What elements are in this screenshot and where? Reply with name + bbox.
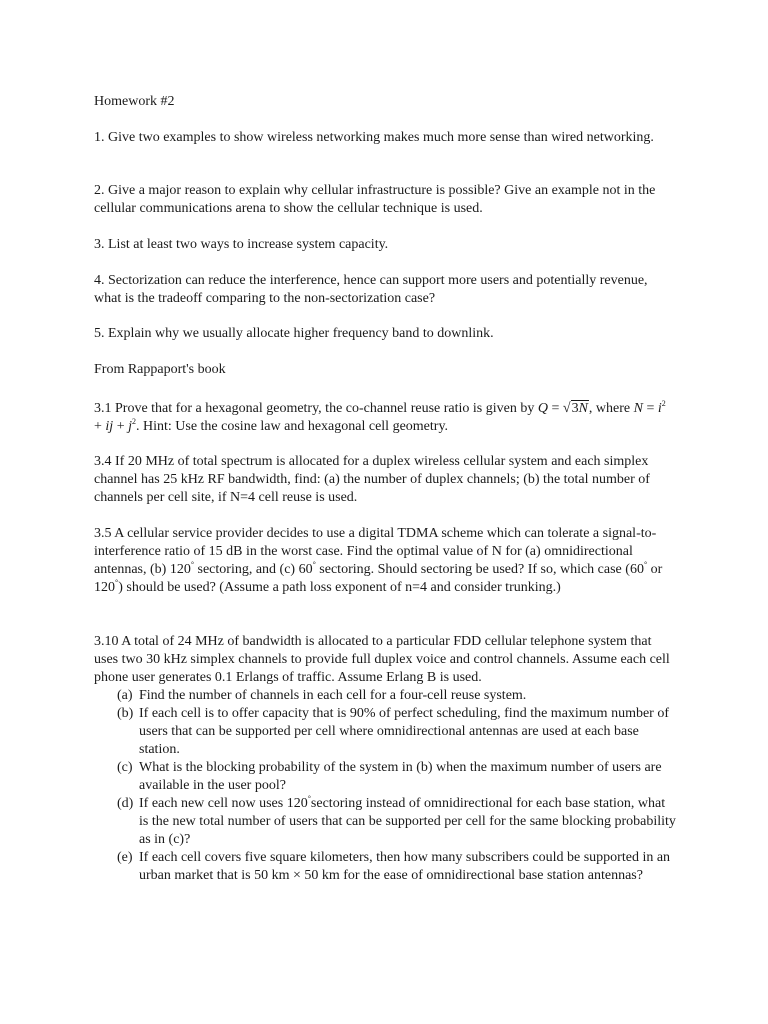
sqrt-symbol: √ (562, 401, 571, 416)
problem-3-10-d (117, 795, 677, 849)
sqrt-radicand: 3N (571, 401, 588, 416)
item-text: What is the blocking probability of the system in (b) when the maximum number of users are available in the user pool? (139, 760, 662, 793)
question-4: 4. Sectorization can reduce the interference, hence can support more users and potentially revenue, what is the tradeoff comparing to the non-sectorization case? (94, 273, 648, 306)
math-n: N (633, 401, 643, 416)
question-1: 1. Give two examples to show wireless networking makes much more sense than wired networking. (94, 130, 654, 145)
item-text: If each cell is to offer capacity that is 90% of perfect scheduling, find the maximum number of users that can be supported per cell where omnidirectional antennas are used at each base station. (139, 706, 670, 757)
item-label: (c) (117, 760, 133, 775)
question-2: 2. Give a major reason to explain why cellular infrastructure is possible? Give an example not in the cellular communications arena to show the cellular technique is used. (94, 183, 656, 216)
problem-3-1: 3.1 Prove that for a hexagonal geometry, the co-channel reuse ratio is given by Q = √3N, where $N = i^2$ + ij + $j^2$. Hint: Use the cosine law and hexagonal cell geometry. (94, 399, 666, 434)
section-heading: From Rappaport's book (94, 362, 226, 377)
item-label: (d) (117, 796, 134, 811)
item-text: Find the number of channels in each cell for a four-cell reuse system. (139, 688, 527, 703)
problem-3-10-intro: 3.10 A total of 24 MHz of bandwidth is allocated to a particular FDD cellular telephone system that uses two 30 kHz simplex channels to provide full duplex voice and control channels. Assume each cell phone user generates 0.1 Erlangs of traffic. Assume Erlang B is used. (94, 634, 670, 685)
problem-3-10-a (117, 687, 677, 705)
problem-3-5: 3.5 A cellular service provider decides to use a digital TDMA scheme which can tolerate a signal-to-interference ratio of 15 dB in the worst case. Find the optimal value of N for (a) omnidirectional antennas, (b) 120° sectoring, and (c) 60° sectoring. Should sectoring be used? If so, which case (60° or 120°) should be used? (Assume a path loss exponent of n=4 and consider trunking.) (94, 526, 663, 595)
problem-3-10-e (117, 849, 677, 885)
item-label: (a) (117, 688, 133, 703)
page-title: Homework #2 (94, 94, 175, 109)
question-5: 5. Explain why we usually allocate higher frequency band to downlink. (94, 326, 494, 341)
question-3: 3. List at least two ways to increase system capacity. (94, 237, 389, 252)
item-text: If each cell covers five square kilometers, then how many subscribers could be supported in an urban market that is 50 km × 50 km for the ease of omnidirectional base station antennas? (139, 850, 671, 883)
math-q: Q (537, 401, 548, 416)
problem-3-10-c (117, 759, 677, 795)
item-label: (b) (117, 706, 134, 721)
item-text: If each new cell now uses 120°sectoring instead of omnidirectional for each base station, what is the new total number of users that can be supported per cell for the same blocking probability as in (c)? (139, 794, 676, 847)
item-label: (e) (117, 850, 133, 865)
problem-3-10-b (117, 705, 677, 759)
problem-3-4: 3.4 If 20 MHz of total spectrum is allocated for a duplex wireless cellular system and each simplex channel has 25 kHz RF bandwidth, find: (a) the number of duplex channels; (b) the total number of channels per cell site, if N=4 cell reuse is used. (94, 454, 650, 505)
